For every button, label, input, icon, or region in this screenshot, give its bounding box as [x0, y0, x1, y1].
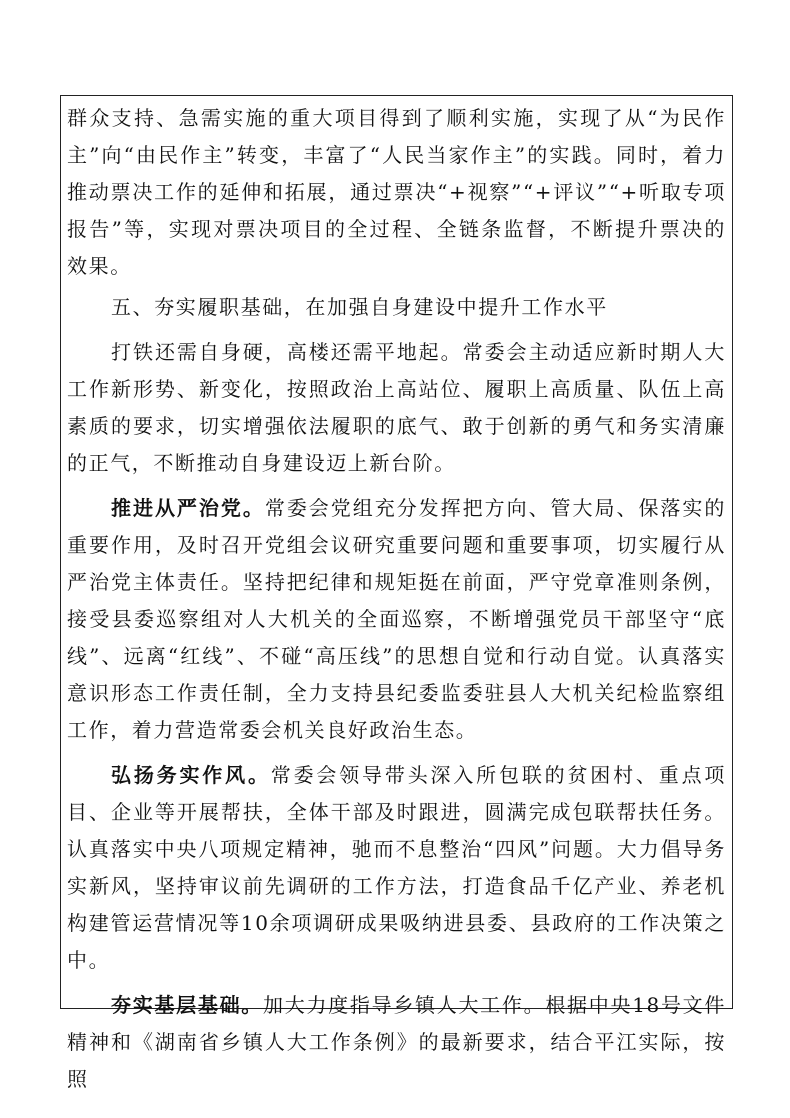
paragraph-text: 群众支持、急需实施的重大项目得到了顺利实施，实现了从“为民作主”向“由民作主”转变，丰富了“人民当家作主”的实践。同时，着力推动票决工作的延伸和拓展，通过票决“+视察”“+评议”“+听取专项报告”等，实现对票决项目的全过程、全链条监督，不断提升票决的效果。: [67, 106, 726, 278]
paragraph-text: 加大力度指导乡镇人大工作。根据中央18号文件精神和《湖南省乡镇人大工作条例》的最新要求，结合平江实际，按照: [67, 993, 726, 1091]
paragraph-continued: [67, 100, 726, 285]
section-heading: [67, 289, 726, 326]
paragraph-lead: 推进从严治党。: [111, 496, 265, 520]
paragraph-text: 打铁还需自身硬，高楼还需平地起。常委会主动适应新时期人大工作新形势、新变化，按照政治上高站位、履职上高质量、队伍上高素质的要求，切实增强依法履职的底气、敢于创新的勇气和务实清廉的正气，不断推动自身建设迈上新台阶。: [67, 340, 726, 475]
paragraph-party-discipline: [67, 490, 726, 749]
paragraph-work-style: [67, 757, 726, 979]
paragraph-text: 常委会领导带头深入所包联的贫困村、重点项目、企业等开展帮扶，全体干部及时跟进，圆满完成包联帮扶任务。认真落实中央八项规定精神，驰而不息整治“四风”问题。大力倡导务实新风，坚持审议前先调研的工作方法，打造食品千亿产业、养老机构建管运营情况等10余项调研成果吸纳进县委、县政府的工作决策之中。: [67, 763, 727, 972]
paragraph-lead: 夯实基层基础。: [111, 993, 264, 1017]
document-frame: [60, 95, 733, 1091]
paragraph-lead: 弘扬务实作风。: [111, 763, 271, 787]
paragraph-text: 常委会党组充分发挥把方向、管大局、保落实的重要作用，及时召开党组会议研究重要问题和重要事项，切实履行从严治党主体责任。坚持把纪律和规矩挺在前面，严守党章准则条例，接受县委巡察组对人大机关的全面巡察，不断增强党员干部坚守“底线”、远离“红线”、不碰“高压线”的思想自觉和行动自觉。认真落实意识形态工作责任制，全力支持县纪委监委驻县人大机关纪检监察组工作，着力营造常委会机关良好政治生态。: [67, 496, 726, 742]
paragraph-grassroots: [67, 987, 726, 1098]
paragraph-intro: [67, 334, 726, 482]
section-heading-text: 五、夯实履职基础，在加强自身建设中提升工作水平: [111, 295, 608, 319]
document-body: [67, 100, 726, 1099]
